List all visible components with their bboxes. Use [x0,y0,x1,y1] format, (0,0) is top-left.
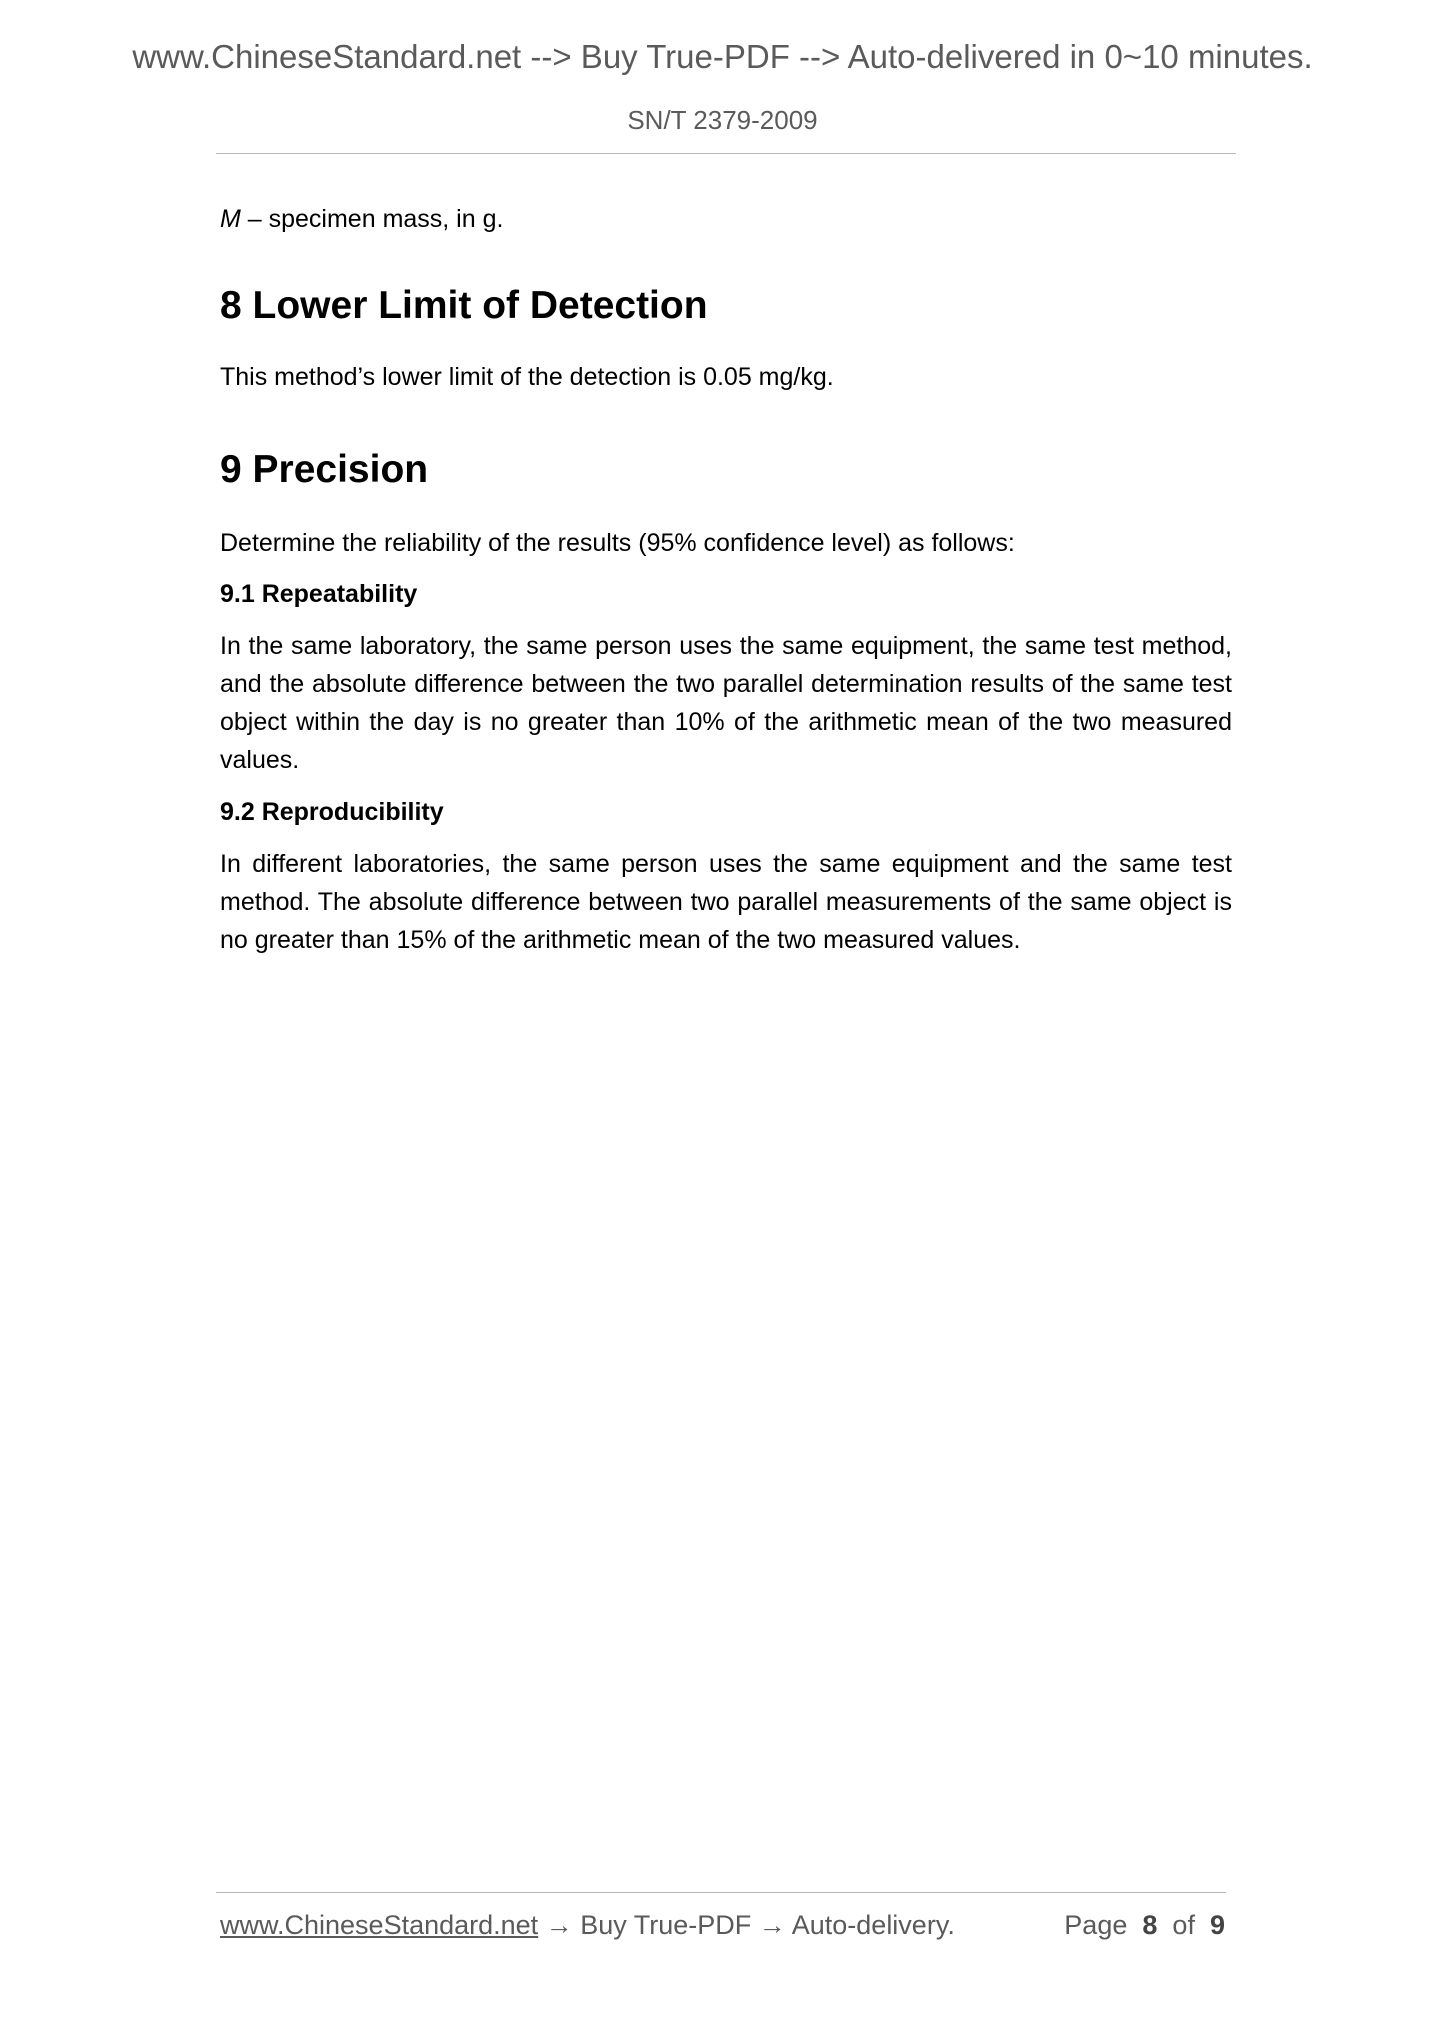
page-number: 8 [1142,1910,1158,1940]
footer-divider [216,1892,1226,1893]
document-body [220,200,1232,959]
section-9-intro: Determine the reliability of the results (95% confidence level) as follows: [220,529,1015,557]
subsection-9-2-text: In different laboratories, the same person uses the same equipment and the same test method. The absolute difference between two parallel measurements of the same object is no greater than 15% of the arithmetic mean of the two measured values. [220,850,1232,954]
header-divider [216,153,1236,154]
section-8-text: This method’s lower limit of the detection is 0.05 mg/kg. [220,363,834,391]
page-label: Page [1064,1910,1128,1940]
page-of-label: of [1172,1910,1195,1940]
subsection-heading-9-2: 9.2 Reproducibility [220,798,444,826]
section-heading-9: 9 Precision [220,448,429,491]
footer-website-link[interactable]: www.ChineseStandard.net [220,1910,539,1940]
page-indicator [1064,1910,1225,1941]
footer-tagline: → Buy True-PDF → Auto-delivery. [538,1910,955,1940]
subsection-heading-9-1: 9.1 Repeatability [220,580,418,608]
variable-description: – specimen mass, in g. [240,205,504,233]
section-heading-8: 8 Lower Limit of Detection [220,284,708,327]
page-total: 9 [1209,1910,1225,1940]
variable-symbol: M [220,205,241,233]
variable-definition [220,200,1232,238]
standard-code: SN/T 2379-2009 [627,105,818,135]
page-footer [220,1910,1225,1941]
subsection-9-1-text: In the same laboratory, the same person uses the same equipment, the same test method, and the absolute difference between the two parallel determination results of the same test object within the day is no greater than 10% of the arithmetic mean of the two measured values. [220,632,1232,774]
header-banner: www.ChineseStandard.net --> Buy True-PDF --> Auto-delivered in 0~10 minutes. [132,38,1313,75]
